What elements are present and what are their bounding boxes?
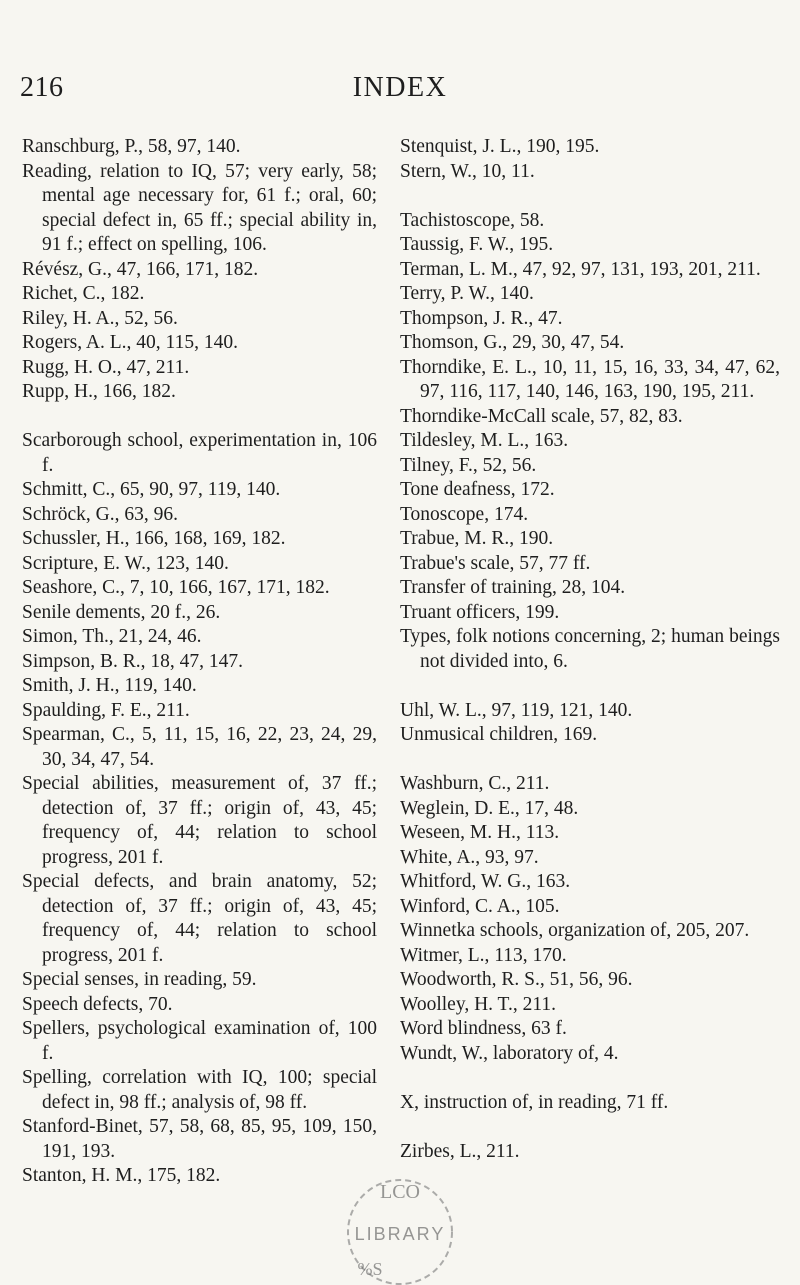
index-entry: Terry, P. W., 140.: [400, 283, 534, 304]
index-entry: Simpson, B. R., 18, 47, 147.: [22, 650, 244, 672]
section-gap: [22, 405, 377, 430]
running-head: INDEX: [352, 72, 448, 103]
index-entry: Unmusical children, 169.: [400, 724, 598, 745]
index-entry: Révész, G., 47, 166, 171, 182.: [22, 258, 259, 280]
section-gap: [400, 1066, 780, 1091]
index-entry: Truant officers, 199.: [400, 601, 560, 623]
index-entry: Ranschburg, P., 58, 97, 140.: [22, 136, 241, 157]
index-entry: Tonoscope, 174.: [400, 503, 529, 525]
index-entry: Spaulding, F. E., 211.: [22, 699, 190, 721]
index-entry: Weglein, D. E., 17, 48.: [400, 797, 579, 819]
index-entry: Tildesley, M. L., 163.: [400, 430, 569, 451]
index-entry: Trabue's scale, 57, 77 ff.: [400, 552, 591, 574]
index-entry: Special abilities, measurement of, 37 ff.; detection of, 37 ff.; origin of, 43, 45; frequency of, 44; relation to school progress, 201 f.: [22, 773, 377, 868]
index-entry: Rugg, H. O., 47, 211.: [22, 356, 190, 378]
index-entry: Tachistoscope, 58.: [400, 209, 545, 231]
stamp-top-text: LCO: [380, 1181, 420, 1203]
index-entry: Special defects, and brain anatomy, 52; detection of, 37 ff.; origin of, 43, 45; frequency of, 44; relation to school progress, 201 f.: [22, 871, 377, 966]
stamp-middle-text: LIBRARY: [354, 1224, 446, 1244]
index-entry: Spelling, correlation with IQ, 100; special defect in, 98 ff.; analysis of, 98 ff.: [22, 1067, 377, 1113]
index-entry: Reading, relation to IQ, 57; very early, 58; mental age necessary for, 61 f.; oral, 60; special defect in, 65 ff.; special ability in, 91 f.; effect on spelling, 106.: [22, 160, 377, 255]
index-entry: Speech defects, 70.: [22, 993, 173, 1015]
index-entry: Taussig, F. W., 195.: [400, 234, 554, 255]
index-entry: Woodworth, R. S., 51, 56, 96.: [400, 969, 633, 990]
index-entry: Thorndike, E. L., 10, 11, 15, 16, 33, 34, 47, 62, 97, 116, 117, 140, 146, 163, 190, 195, 211.: [400, 356, 780, 402]
index-entry: Riley, H. A., 52, 56.: [22, 307, 178, 329]
index-entry: Scripture, E. W., 123, 140.: [22, 552, 229, 574]
index-entry: Schussler, H., 166, 168, 169, 182.: [22, 528, 286, 549]
index-entry: Zirbes, L., 211.: [400, 1140, 520, 1162]
index-entry: Seashore, C., 7, 10, 166, 167, 171, 182.: [22, 577, 330, 598]
index-entry: Senile dements, 20 f., 26.: [22, 601, 221, 623]
index-entry: Trabue, M. R., 190.: [400, 528, 554, 549]
index-entry: Terman, L. M., 47, 92, 97, 131, 193, 201, 211.: [400, 258, 761, 280]
index-entry: Stern, W., 10, 11.: [400, 160, 535, 182]
index-entry: Washburn, C., 211.: [400, 773, 550, 794]
section-gap: [400, 1115, 780, 1140]
index-entry: Schmitt, C., 65, 90, 97, 119, 140.: [22, 479, 281, 500]
index-entry: Weseen, M. H., 113.: [400, 822, 560, 843]
index-entry: White, A., 93, 97.: [400, 846, 539, 868]
index-entry: Richet, C., 182.: [22, 283, 145, 304]
index-entry: Stanford-Binet, 57, 58, 68, 85, 95, 109, 150, 191, 193.: [22, 1116, 377, 1162]
index-entry: Whitford, W. G., 163.: [400, 871, 571, 892]
index-entry: Stenquist, J. L., 190, 195.: [400, 136, 600, 157]
section-gap: [400, 674, 780, 699]
index-entry: Witmer, L., 113, 170.: [400, 944, 567, 966]
index-entry: Thompson, J. R., 47.: [400, 307, 563, 329]
section-gap: [400, 184, 780, 209]
index-entry: Special senses, in reading, 59.: [22, 969, 257, 990]
section-gap: [400, 748, 780, 773]
index-entry: Winnetka schools, organization of, 205, 207.: [400, 920, 750, 941]
index-entry: Thomson, G., 29, 30, 47, 54.: [400, 332, 625, 353]
index-entry: Winford, C. A., 105.: [400, 895, 560, 917]
index-entry: Scarborough school, experimentation in, 106 f.: [22, 430, 377, 476]
index-entry: Schröck, G., 63, 96.: [22, 503, 178, 525]
index-entry: Wundt, W., laboratory of, 4.: [400, 1042, 619, 1064]
index-entry: Rogers, A. L., 40, 115, 140.: [22, 332, 238, 353]
index-entry: Smith, J. H., 119, 140.: [22, 675, 197, 696]
index-column-right: [400, 135, 780, 1164]
library-stamp: [330, 1170, 470, 1285]
index-entry: Woolley, H. T., 211.: [400, 993, 557, 1015]
index-entry: Stanton, H. M., 175, 182.: [22, 1165, 221, 1186]
index-entry: Simon, Th., 21, 24, 46.: [22, 626, 202, 647]
stamp-bottom-text: %S: [357, 1259, 383, 1279]
index-column-left: [22, 135, 377, 1189]
index-entry: Thorndike-McCall scale, 57, 82, 83.: [400, 405, 683, 427]
index-entry: X, instruction of, in reading, 71 ff.: [400, 1091, 669, 1113]
index-entry: Tilney, F., 52, 56.: [400, 454, 537, 476]
index-entry: Transfer of training, 28, 104.: [400, 577, 626, 598]
index-entry: Spearman, C., 5, 11, 15, 16, 22, 23, 24, 29, 30, 34, 47, 54.: [22, 724, 377, 770]
index-entry: Tone deafness, 172.: [400, 479, 555, 500]
index-entry: Types, folk notions concerning, 2; human beings not divided into, 6.: [400, 626, 780, 672]
page-number: 216: [20, 72, 64, 103]
index-entry: Word blindness, 63 f.: [400, 1018, 567, 1039]
index-entry: Spellers, psychological examination of, 100 f.: [22, 1018, 377, 1064]
index-entry: Uhl, W. L., 97, 119, 121, 140.: [400, 699, 633, 721]
index-entry: Rupp, H., 166, 182.: [22, 381, 176, 402]
